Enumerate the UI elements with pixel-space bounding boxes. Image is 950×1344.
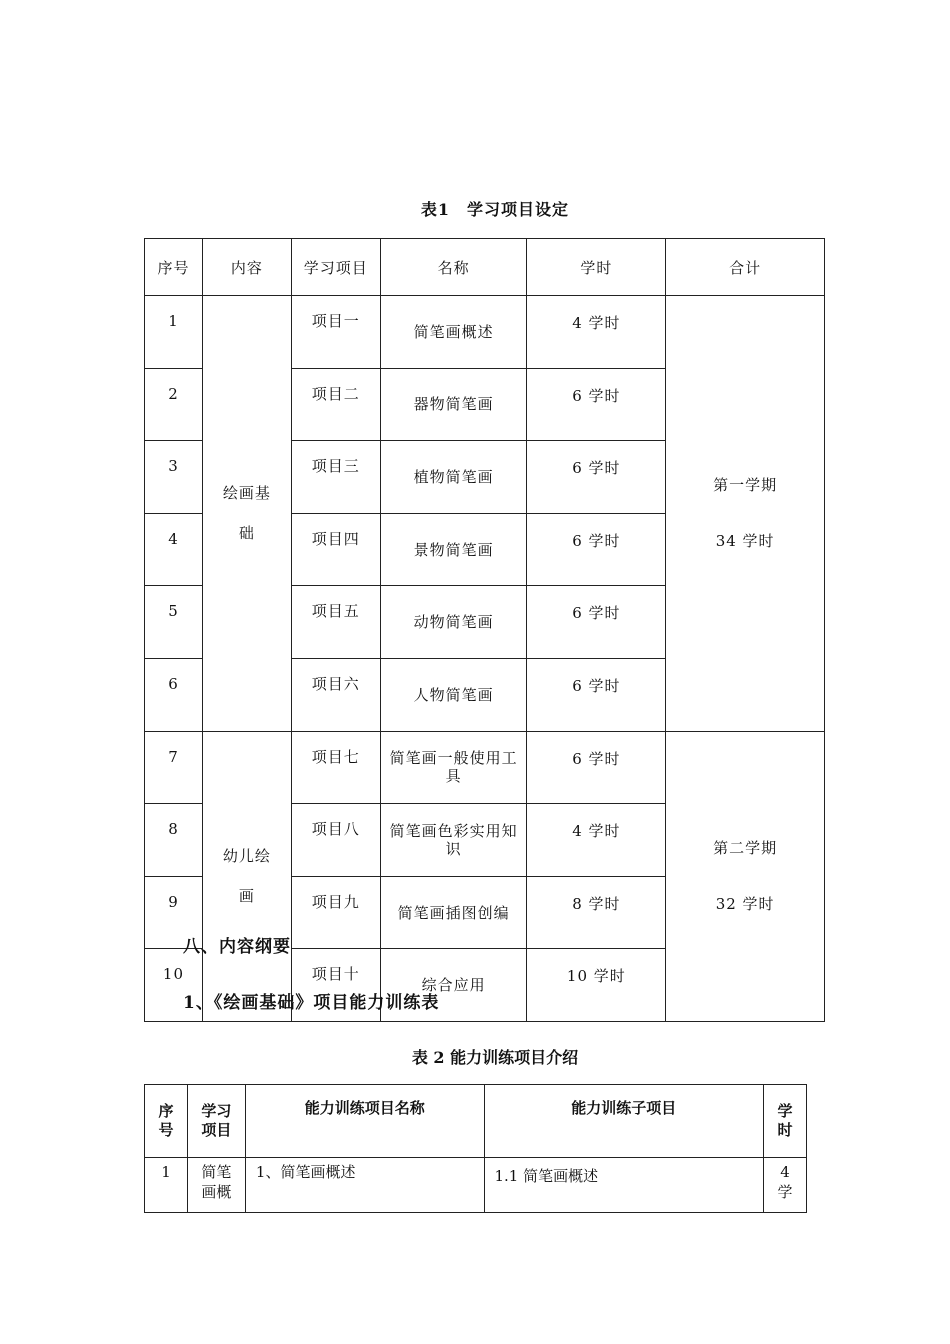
table1-caption: 表1 学习项目设定 (420, 200, 570, 219)
row-hours: 4 学 (764, 1158, 807, 1213)
row-project: 项目四 (291, 513, 380, 586)
row-project: 项目一 (291, 296, 380, 369)
table2-caption: 表 2 能力训练项目介绍 (411, 1048, 579, 1067)
row-project: 简笔画概 (187, 1158, 245, 1213)
row-training-name: 1、简笔画概述 (245, 1158, 484, 1213)
header-no: 序号 (145, 239, 203, 296)
table2-header-row (145, 1085, 807, 1158)
row-no: 7 (145, 731, 203, 804)
ability-training-table (144, 1084, 807, 1213)
row-hours: 6 学时 (527, 441, 666, 514)
row-project: 项目八 (291, 804, 380, 877)
group-content: 幼儿绘画 (222, 847, 271, 906)
row-no: 9 (145, 876, 203, 949)
row-no: 1 (145, 1158, 188, 1213)
row-name: 动物简笔画 (380, 586, 527, 659)
row-project: 项目六 (291, 658, 380, 731)
row-name: 器物简笔画 (380, 368, 527, 441)
header-training-name: 能力训练项目名称 (245, 1085, 484, 1158)
group-total-cell (666, 731, 825, 1021)
row-hours: 6 学时 (527, 368, 666, 441)
header-total: 合计 (666, 239, 825, 296)
row-no: 1 (145, 296, 203, 369)
table-row (145, 731, 825, 804)
row-project: 项目二 (291, 368, 380, 441)
row-no: 6 (145, 658, 203, 731)
row-project: 项目九 (291, 876, 380, 949)
row-hours: 6 学时 (527, 658, 666, 731)
row-name: 植物简笔画 (380, 441, 527, 514)
header-hours: 学时 (527, 239, 666, 296)
row-sub-project: 1.1 简笔画概述 (484, 1158, 764, 1213)
row-name: 简笔画一般使用工具 (380, 731, 527, 804)
header-project: 学习项目 (291, 239, 380, 296)
row-no: 10 (145, 949, 203, 1022)
header-name: 名称 (380, 239, 527, 296)
row-hours: 6 学时 (527, 513, 666, 586)
row-name: 人物简笔画 (380, 658, 527, 731)
section-heading: 八、内容纲要 (183, 937, 291, 957)
row-project: 项目七 (291, 731, 380, 804)
header-hours: 学时 (764, 1085, 807, 1158)
row-name: 简笔画概述 (380, 296, 527, 369)
row-no: 4 (145, 513, 203, 586)
row-hours: 8 学时 (527, 876, 666, 949)
row-hours: 10 学时 (527, 949, 666, 1022)
table1-header-row (145, 239, 825, 296)
row-hours: 4 学时 (527, 804, 666, 877)
header-project: 学习项目 (187, 1085, 245, 1158)
row-name: 简笔画色彩实用知识 (380, 804, 527, 877)
group-total-term: 第二学期 (713, 839, 778, 858)
table-row (145, 1158, 807, 1213)
row-name: 景物简笔画 (380, 513, 527, 586)
group-total-cell (666, 296, 825, 732)
row-hours: 6 学时 (527, 586, 666, 659)
row-no: 8 (145, 804, 203, 877)
sub-heading: 1、《绘画基础》项目能力训练表 (183, 993, 440, 1013)
header-no: 序号 (145, 1085, 188, 1158)
row-hours: 4 学时 (527, 296, 666, 369)
group-content: 绘画基础 (222, 484, 271, 543)
study-project-table (144, 238, 825, 1022)
row-name: 综合应用 (380, 949, 527, 1022)
row-project: 项目五 (291, 586, 380, 659)
group-total-hours: 32 学时 (715, 895, 775, 914)
row-no: 3 (145, 441, 203, 514)
table-row (145, 296, 825, 369)
group-total-term: 第一学期 (713, 476, 778, 495)
group-content-cell (202, 296, 291, 732)
header-sub-project: 能力训练子项目 (484, 1085, 764, 1158)
group-total-hours: 34 学时 (715, 532, 775, 551)
row-name: 简笔画插图创编 (380, 876, 527, 949)
row-project: 项目三 (291, 441, 380, 514)
row-no: 5 (145, 586, 203, 659)
group-content-cell (202, 731, 291, 1021)
header-content: 内容 (202, 239, 291, 296)
row-project: 项目十 (291, 949, 380, 1022)
row-hours: 6 学时 (527, 731, 666, 804)
row-no: 2 (145, 368, 203, 441)
